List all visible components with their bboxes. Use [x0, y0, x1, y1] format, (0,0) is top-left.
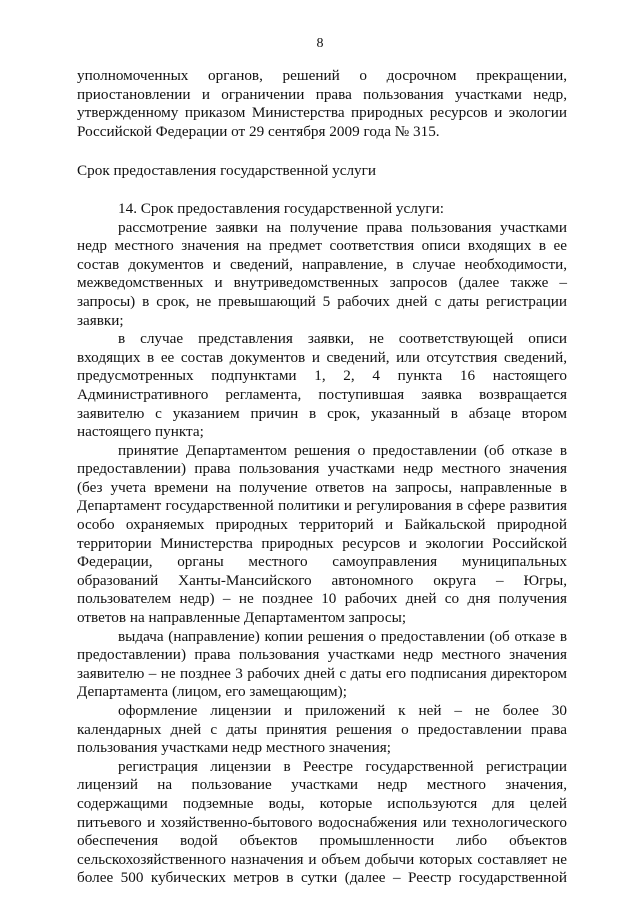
item-14-title: 14. Срок предоставления государственной услуги:	[118, 199, 444, 217]
document-body	[77, 67, 567, 888]
paragraph-review-application: рассмотрение заявки на получение права пользования участками недр местного значения на предмет соответствия описи входящих в ее состав документов и сведений, направление, в случае необходимости, межведомственных и внутриведомственных запросов (далее также – запросы) в срок, не превышающий 5 рабочих дней с даты регистрации заявки;	[77, 218, 567, 329]
page-number: 8	[316, 36, 324, 51]
section-heading: Срок предоставления государственной услуги	[77, 162, 376, 180]
paragraph-license-registration: регистрация лицензии в Реестре государственной регистрации лицензий на пользование участками недр местного значения, содержащими подземные воды, которые используются для целей питьевого и хозяйственно-бытового водоснабжения или технологического обеспечения водой объектов промышленности либо объектов сельскохозяйственного назначения и объем добычи которых составляет не более 500 кубических метров в сутки (далее – Реестр государственной	[77, 757, 567, 887]
paragraph-copy-issuance: выдача (направление) копии решения о предоставлении (об отказе в предоставлении) права пользования участками недр местного значения заявителю – не позднее 3 рабочих дней с даты его подписания директором Департамента (лицом, его замещающим);	[77, 627, 567, 701]
paragraph-decision: принятие Департаментом решения о предоставлении (об отказе в предоставлении) права пользования участками недр местного значения (без учета времени на получение ответов на запросы, направленные в Департамент государственной политики и регулирования в сфере развития особо охраняемых природных территорий и Байкальской природной территории Министерства природных ресурсов и экологии Российской Федерации, органы местного самоуправления муниципальных образований Ханты-Мансийского автономного округа – Югры, пользователем недр) – не позднее 10 рабочих дней со дня получения ответов на направленные Департаментом запросы;	[77, 441, 567, 627]
paragraph-license-drafting: оформление лицензии и приложений к ней – не более 30 календарных дней с даты принятия решения о предоставлении права пользования участками недр местного значения;	[77, 702, 567, 757]
paragraph-return-application: в случае представления заявки, не соответствующей описи входящих в ее состав документов и сведений, или отсутствия сведений, предусмотренных подпунктами 1, 2, 4 пункта 16 настоящего Административного регламента, поступившая заявка возвращается заявителю с указанием причин в срок, указанный в абзаце втором настоящего пункта;	[77, 330, 567, 441]
intro-paragraph: уполномоченных органов, решений о досрочном прекращении, приостановлении и ограничении права пользования участками недр, утвержденному приказом Министерства природных ресурсов и экологии Российской Федерации от 29 сентября 2009 года № 315.	[77, 67, 567, 140]
